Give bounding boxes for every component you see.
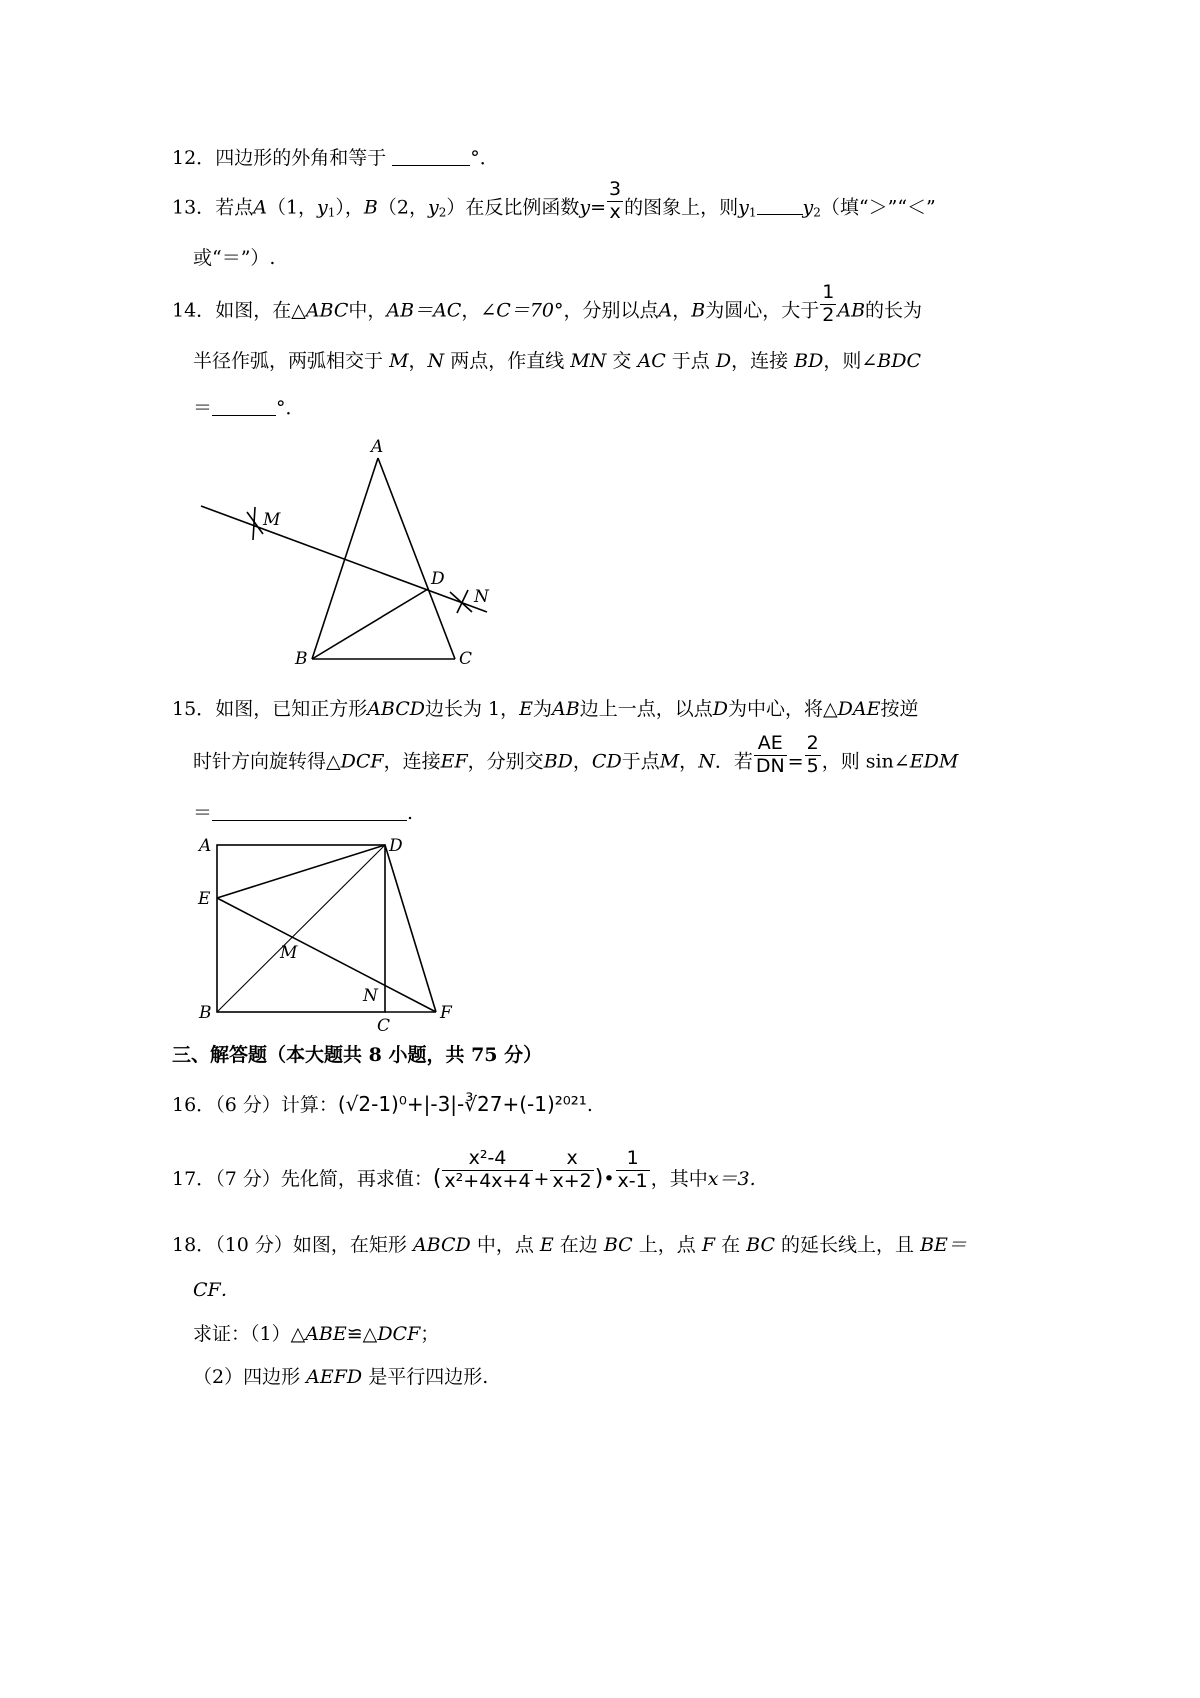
- q12-number: 12．: [172, 147, 216, 169]
- q18-text: 求证：（1）△: [193, 1323, 306, 1345]
- q15-text: ，: [679, 750, 699, 773]
- figure-14-triangle: [195, 432, 505, 677]
- question-15: [172, 700, 918, 719]
- fraction-denominator: x+2: [552, 1169, 592, 1192]
- segment-ef: EF: [440, 750, 468, 773]
- fraction-numerator: 1: [616, 1149, 650, 1171]
- subscript: 1: [327, 205, 336, 220]
- q18-text: 在边: [559, 1234, 598, 1256]
- q16-expression: (√2-1)⁰+|-3|-∛27+(-1)²⁰²¹: [337, 1092, 587, 1116]
- fraction-denominator: x: [609, 200, 621, 223]
- angle-bdc: BDC: [877, 350, 922, 372]
- q15-answer-blank[interactable]: [212, 802, 407, 821]
- triangle-dae: DAE: [837, 698, 881, 720]
- label-m: M: [280, 943, 298, 963]
- q14-text: ，连接: [731, 350, 789, 372]
- var-y: y: [427, 196, 439, 219]
- q14-degree: °．: [276, 397, 305, 419]
- q14-text: ，分别以点: [563, 299, 659, 322]
- label-e: E: [198, 889, 211, 909]
- point-m: M: [389, 350, 409, 372]
- q14-text: ，则∠: [823, 350, 878, 372]
- point-a: A: [658, 299, 673, 322]
- question-16: [172, 1094, 593, 1115]
- q15-line-2: [193, 732, 959, 777]
- point-d: D: [715, 350, 732, 372]
- multiply-dot: •: [603, 1168, 615, 1190]
- fraction-numerator: x: [550, 1149, 593, 1171]
- q15-text: 于点: [621, 750, 660, 773]
- q18-text: 中，点: [476, 1234, 534, 1256]
- be-eq: BE＝: [920, 1234, 967, 1256]
- segment-ef: [217, 898, 436, 1012]
- question-17: [172, 1146, 756, 1192]
- q18-text: 的延长线上，且: [781, 1234, 915, 1256]
- segment-bd: [312, 589, 428, 659]
- q15-text: ．若: [714, 750, 753, 773]
- segment-bc: BC: [746, 1234, 775, 1256]
- plus-sign: +: [533, 1168, 550, 1190]
- q14-line-3: [193, 397, 305, 418]
- q15-text: 按逆: [880, 698, 919, 720]
- q13-text: 的图象上，则: [624, 196, 739, 219]
- q15-text: 为中心，将△: [727, 698, 838, 720]
- q13-text: 若点: [215, 196, 254, 219]
- q15-text: ，: [572, 750, 592, 773]
- q13-text: （1，: [266, 196, 318, 219]
- var-y: y: [579, 196, 591, 219]
- var-y: y: [802, 196, 814, 219]
- q12-text: 四边形的外角和等于: [215, 147, 387, 169]
- q15-line-3: [193, 802, 413, 823]
- q18-number: 18．: [172, 1234, 216, 1256]
- q13-line-2: 或“＝”）.: [193, 247, 276, 269]
- segment-ab: [312, 458, 378, 659]
- point-d: D: [712, 698, 728, 720]
- fraction-one-half: [820, 283, 836, 326]
- q15-text: 边上一点，以点: [579, 698, 713, 720]
- q14-answer-blank[interactable]: [212, 397, 276, 416]
- point-e: E: [519, 698, 534, 720]
- q16-text: （6 分）计算：: [215, 1094, 338, 1116]
- open-paren: (: [432, 1166, 442, 1191]
- point-n: N: [698, 750, 715, 773]
- equals: ＝: [193, 397, 213, 419]
- question-14: [172, 281, 923, 326]
- var-y: y: [317, 196, 328, 219]
- fraction-3: [616, 1146, 650, 1192]
- segment-ab: AB: [552, 698, 580, 720]
- q18-proof-2: [193, 1368, 488, 1387]
- angle-c: C＝70°: [496, 299, 564, 322]
- arc-mark-n: [450, 592, 472, 612]
- label-d: D: [431, 569, 445, 589]
- segment-bd: BD: [794, 350, 824, 372]
- segment-de: [217, 845, 385, 898]
- rectangle-abcd: ABCD: [412, 1234, 471, 1256]
- q14-text: 半径作弧，两弧相交于: [193, 350, 384, 372]
- q17-number: 17．: [172, 1168, 216, 1190]
- q12-degree: °．: [470, 147, 499, 169]
- q15-text: 时针方向旋转得△: [193, 750, 341, 773]
- segment-ab: AB: [837, 299, 866, 322]
- period: .: [407, 802, 414, 824]
- q18-text: 是平行四边形.: [368, 1366, 489, 1388]
- fraction-numerator: AE: [754, 734, 787, 756]
- q15-number: 15．: [172, 698, 216, 720]
- q15-text: ，则 sin∠: [821, 750, 910, 773]
- q17-text: ，其中: [650, 1168, 708, 1190]
- triangle-dcf: DCF: [340, 750, 384, 773]
- line-mn: MN: [570, 350, 607, 372]
- q13-answer-blank[interactable]: [757, 196, 803, 215]
- label-b: B: [199, 1003, 212, 1023]
- segment-bc: BC: [603, 1234, 633, 1256]
- q18-text: （2）四边形: [193, 1366, 301, 1388]
- q15-text: 为: [533, 698, 553, 720]
- q18-proof-1: [193, 1325, 439, 1344]
- q15-text: ，分别交: [467, 750, 544, 773]
- point-b: B: [363, 196, 378, 219]
- q15-text: 如图，已知正方形: [215, 698, 368, 720]
- quadrilateral-aefd: AEFD: [306, 1366, 363, 1388]
- fraction-3-over-x: [607, 180, 623, 223]
- q13-text: ），: [335, 196, 364, 219]
- q14-text: 为圆心，大于: [705, 299, 820, 322]
- q13-text: （填“＞”“＜”: [820, 196, 936, 219]
- q18-text: 上，点: [638, 1234, 696, 1256]
- q18-text: 在: [721, 1234, 741, 1256]
- subscript: 2: [813, 205, 821, 220]
- close-paren: ): [594, 1166, 604, 1191]
- label-f: F: [440, 1003, 452, 1023]
- q14-number: 14．: [172, 299, 216, 322]
- fraction-2: [550, 1146, 593, 1192]
- comma: ，: [408, 350, 428, 372]
- q18-text: ；: [420, 1323, 440, 1345]
- subscript: 2: [438, 205, 447, 220]
- q14-text: 两点，作直线: [450, 350, 565, 372]
- q18-line-2: CF．: [193, 1279, 240, 1301]
- q15-text: ，连接: [383, 750, 441, 773]
- equals: ＝: [193, 802, 213, 824]
- q13-text: ）在反比例函数: [446, 196, 580, 219]
- q18-text: （10 分）如图，在矩形: [215, 1234, 407, 1256]
- equals: =: [787, 750, 804, 773]
- q15-text: 边长为 1，: [425, 698, 520, 720]
- q12-answer-blank[interactable]: [392, 147, 470, 166]
- var-y: y: [738, 196, 749, 219]
- line-mn: [201, 506, 487, 612]
- square-abcd: ABCD: [367, 698, 426, 720]
- segment-ac: AC: [637, 350, 666, 372]
- label-n: N: [474, 587, 489, 607]
- fraction-1: [442, 1146, 532, 1192]
- q13-text: （2，: [377, 196, 428, 219]
- segment-df: [385, 845, 436, 1012]
- fraction-ae-dn: [754, 734, 787, 777]
- q14-text: 交: [612, 350, 632, 372]
- q16-number: 16．: [172, 1094, 216, 1116]
- label-c: C: [377, 1016, 391, 1036]
- point-n: N: [427, 350, 445, 372]
- diagonal-bd: [217, 845, 385, 1012]
- triangle-abe: ABE: [305, 1323, 347, 1345]
- comma: ，: [672, 299, 692, 322]
- figure-15-square: [190, 828, 470, 1038]
- label-a: A: [199, 836, 212, 856]
- point-a: A: [253, 196, 267, 219]
- q17-text: （7 分）先化简，再求值：: [215, 1168, 433, 1190]
- label-b: B: [295, 649, 308, 669]
- q14-text: 如图，在△: [215, 299, 306, 322]
- q13-number: 13．: [172, 196, 216, 219]
- fraction-numerator: 2: [806, 732, 819, 754]
- point-b: B: [691, 299, 706, 322]
- fraction-denominator: 2: [822, 303, 835, 326]
- segment-bd: BD: [543, 750, 573, 773]
- arc-mark-m: [253, 507, 255, 540]
- label-n: N: [363, 986, 378, 1006]
- segment-cd: CD: [591, 750, 622, 773]
- point-m: M: [659, 750, 680, 773]
- subscript: 1: [748, 205, 757, 220]
- label-a: A: [371, 437, 384, 457]
- triangle-dcf: DCF: [377, 1323, 421, 1345]
- ab-eq-ac: AB＝AC: [386, 299, 462, 322]
- question-18: [172, 1236, 967, 1255]
- q14-text: 于点: [671, 350, 710, 372]
- q14-text: 的长为: [865, 299, 923, 322]
- fraction-numerator: x²-4: [442, 1149, 532, 1171]
- label-d: D: [389, 836, 403, 856]
- period: .: [586, 1094, 593, 1116]
- equals: =: [590, 196, 607, 219]
- q14-text: 中，: [348, 299, 387, 322]
- question-12: [172, 147, 499, 168]
- fraction-denominator: DN: [755, 754, 785, 777]
- triangle-abc: ABC: [305, 299, 349, 322]
- fraction-denominator: 5: [806, 754, 819, 777]
- fraction-numerator: 3: [609, 178, 622, 200]
- section-3-heading: 三、解答题（本大题共 8 小题，共 75 分）: [172, 1044, 543, 1066]
- segment-ac: [378, 458, 455, 659]
- point-e: E: [539, 1234, 554, 1256]
- fraction-denominator: x-1: [617, 1169, 648, 1192]
- angle-edm: EDM: [909, 750, 959, 773]
- q17-condition: x＝3.: [707, 1168, 756, 1190]
- fraction-denominator: x²+4x+4: [444, 1169, 531, 1192]
- question-13: [172, 178, 936, 223]
- q14-line-2: [193, 352, 921, 371]
- fraction-2-5: [805, 734, 821, 777]
- label-c: C: [459, 649, 473, 669]
- q14-text: ，∠: [461, 299, 497, 322]
- fraction-numerator: 1: [822, 281, 835, 303]
- q18-text: ≌△: [346, 1323, 378, 1345]
- point-f: F: [701, 1234, 716, 1256]
- label-m: M: [263, 510, 281, 530]
